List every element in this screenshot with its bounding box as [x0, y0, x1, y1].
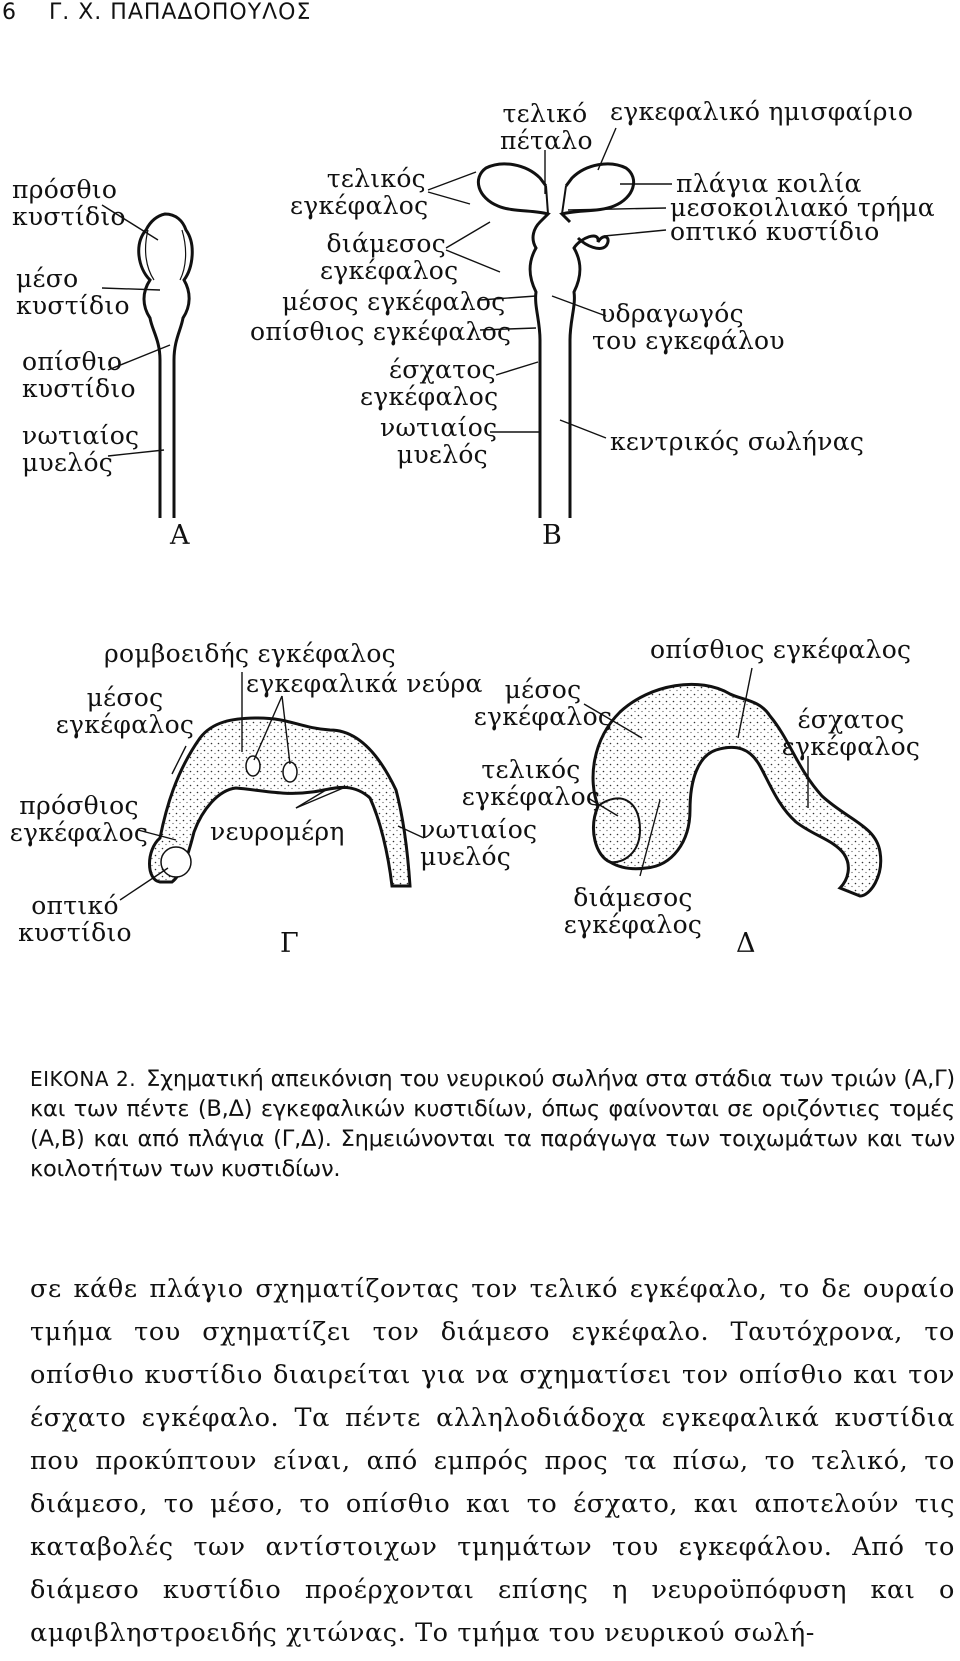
label-mesos-egkefalos-g: μέσος εγκέφαλος — [55, 683, 195, 739]
label-romvoeidis-egkefalos: ρομβοειδής εγκέφαλος — [104, 639, 396, 668]
panel-letter-d: Δ — [736, 928, 756, 959]
label-opisthios-egkefalos-d: οπίσθιος εγκέφαλος — [650, 635, 912, 664]
label-notiaios-myelos-b: νωτιαίος μυελός — [380, 413, 498, 469]
label-kentrikos-solinas: κεντρικός σωλήνας — [610, 427, 865, 456]
panel-a-neural-tube — [139, 214, 192, 518]
panel-letter-b: Β — [542, 520, 563, 551]
label-opisthio-kystidio: οπίσθιο κυστίδιο — [22, 347, 136, 403]
label-plagia-koilia: πλάγια κοιλία — [676, 169, 862, 198]
caption-label: ΕΙΚΟΝΑ 2. — [30, 1067, 137, 1091]
body-paragraph: σε κάθε πλάγιο σχηματίζοντας τον τελικό εγκέφαλο, το δε ουραίο τμήμα του σχηματίζει τον διάμεσο εγκέφαλο. Ταυτόχρονα, το οπίσθιο κυστίδιο διαιρείται για να σχηματίσει τον οπίσθιο και τον έσχατο εγκέφαλο. Τα πέντε αλληλοδιάδοχα εγκεφαλικά κυστίδια που προκύπτουν είναι, από εμπρός προς τα πίσω, το τελικό, το διάμεσο, το μέσο, το οπίσθιο και το έσχατο, και αποτελούν τις καταβολές των αντίστοιχων τμημάτων του εγκεφάλου. Από το διάμεσο κυστίδιο προέρχονται επίσης η νευροϋπόφυση και ο αμφιβληστροειδής χιτώνας. Το τμήμα του νευρικού σωλή- — [30, 1274, 955, 1648]
label-teliko-petalo: τελικό πέταλο — [500, 99, 593, 155]
label-notiaios-myelos-g: νωτιαίος μυελός — [420, 815, 538, 871]
label-eschatos-egkefalos-d: έσχατος εγκέφαλος — [781, 705, 921, 761]
body-text — [30, 1268, 955, 1655]
label-prosthios-egkefalos-g: πρόσθιος εγκέφαλος — [9, 791, 149, 847]
label-diamesos-egkefalos-b: διάμεσος εγκέφαλος — [320, 229, 459, 285]
label-opisthios-egkefalos-b: οπίσθιος εγκέφαλος — [250, 317, 512, 346]
panel-letter-a: Α — [170, 520, 190, 551]
label-telikos-egkefalos-b: τελικός εγκέφαλος — [290, 164, 429, 220]
label-mesokoiliako-trima: μεσοκοιλιακό τρήμα — [670, 193, 935, 222]
caption-text: Σχηματική απεικόνιση του νευρικού σωλήνα στα στάδια των τριών (Α,Γ) και των πέντε (Β,Δ) εγκεφαλικών κυστιδίων, όπως φαίνονται σε οριζόντιες τομές (Α,Β) και από πλάγια (Γ,Δ). Σημειώνονται τα παράγωγα των τοιχωμάτων και των κοιλοτήτων των κυστιδίων. — [30, 1066, 955, 1182]
label-ydragogos: υδραγωγός του εγκεφάλου — [592, 299, 785, 355]
label-optiko-kystidio-g: οπτικό κυστίδιο — [18, 891, 132, 947]
label-notiaios-myelos-a: νωτιαίος μυελός — [22, 421, 140, 477]
label-diamesos-egkefalos-d: διάμεσος εγκέφαλος — [563, 883, 703, 939]
label-egkefaliko-imisfairio: εγκεφαλικό ημισφαίριο — [610, 97, 914, 126]
panel-letter-g: Γ — [280, 928, 300, 959]
label-prosthio-kystidio: πρόσθιο κυστίδιο — [12, 175, 126, 231]
label-mesos-egkefalos-b: μέσος εγκέφαλος — [282, 287, 506, 316]
label-optiko-kystidio-b: οπτικό κυστίδιο — [670, 217, 880, 246]
label-mesos-egkefalos-d: μέσος εγκέφαλος — [473, 675, 613, 731]
figure-caption — [30, 1064, 955, 1184]
label-eschatos-egkefalos-b: έσχατος εγκέφαλος — [360, 355, 499, 411]
page-number: 6 — [2, 0, 17, 25]
label-telikos-egkefalos-d: τελικός εγκέφαλος — [461, 755, 601, 811]
label-egkefalika-neura: εγκεφαλικά νεύρα — [246, 669, 483, 698]
running-title: Γ. Χ. ΠΑΠΑΔΟΠΟΥΛΟΣ — [48, 0, 312, 25]
panel-g-neural-tube — [150, 718, 411, 886]
label-meso-kystidio: μέσο κυστίδιο — [16, 264, 130, 320]
label-neuromeri: νευρομέρη — [210, 817, 345, 846]
